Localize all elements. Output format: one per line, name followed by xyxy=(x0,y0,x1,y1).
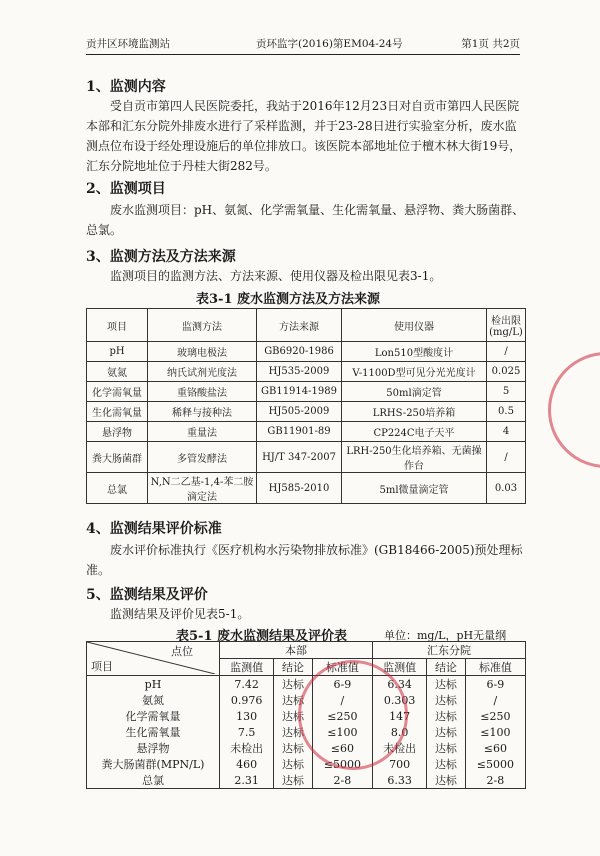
table-cell: / xyxy=(312,692,372,708)
table2-caption: 表5-1 废水监测结果及评价表 xyxy=(176,629,348,644)
header-org: 贡井区环境监测站 xyxy=(86,38,170,50)
table-cell: Lon510型酸度计 xyxy=(342,342,487,362)
table-cell: 6.33 xyxy=(372,772,426,789)
table-cell: ≤60 xyxy=(465,740,525,756)
table-cell: 2.31 xyxy=(220,772,274,789)
table-cell: HJ585-2010 xyxy=(257,473,342,504)
table-cell: 化学需氧量 xyxy=(87,708,220,724)
table-cell: 2-8 xyxy=(312,772,372,789)
table-cell: 6-9 xyxy=(312,676,372,693)
table-header: 检出限 (mg/L) xyxy=(487,309,526,342)
corner-top-label: 点位 xyxy=(171,645,193,658)
table-cell: 粪大肠菌群(MPN/L) xyxy=(87,756,220,772)
section-title-4: 4、监测结果评价标准 xyxy=(86,521,222,537)
table-cell: 达标 xyxy=(274,724,313,740)
edge-seal-stamp xyxy=(548,352,600,468)
table-cell: 7.42 xyxy=(220,676,274,693)
table-cell: 达标 xyxy=(274,756,313,772)
paragraph-4: 废水评价标准执行《医疗机构水污染物排放标准》(GB18466-2005)预处理标准。 xyxy=(86,543,523,577)
table-cell: 5 xyxy=(487,382,526,402)
table-cell: ≤5000 xyxy=(312,756,372,772)
table-cell: 达标 xyxy=(427,740,466,756)
official-seal-stamp xyxy=(298,660,408,770)
header-page: 第1页 共2页 xyxy=(461,38,520,50)
table-cell: / xyxy=(465,692,525,708)
table-cell: 0.976 xyxy=(220,692,274,708)
table-cell: 达标 xyxy=(427,692,466,708)
table-cell: 130 xyxy=(220,708,274,724)
table-cell: 7.5 xyxy=(220,724,274,740)
table-cell: 达标 xyxy=(274,708,313,724)
table-cell: 总氯 xyxy=(87,473,148,504)
table-cell: GB6920-1986 xyxy=(257,342,342,362)
table-row xyxy=(87,402,526,422)
table-cell: 纳氏试剂光度法 xyxy=(148,362,257,382)
table-cell: 8.0 xyxy=(372,724,426,740)
table-cell: / xyxy=(487,442,526,473)
header-doc-no: 贡环监字(2016)第EM04-24号 xyxy=(256,38,403,50)
table-header: 项目 xyxy=(87,309,148,342)
table-cell: 未检出 xyxy=(372,740,426,756)
table-cell: 4 xyxy=(487,422,526,442)
table-cell: 0.5 xyxy=(487,402,526,422)
group-header-branch: 汇东分院 xyxy=(372,642,525,659)
paragraph-3: 监测项目的监测方法、方法来源、使用仪器及检出限见表3-1。 xyxy=(110,269,442,283)
table-cell: 5ml微量滴定管 xyxy=(342,473,487,504)
table-header: 方法来源 xyxy=(257,309,342,342)
subheader: 标准值 xyxy=(465,659,525,676)
table-cell: 生化需氧量 xyxy=(87,402,148,422)
table-cell: GB11901-89 xyxy=(257,422,342,442)
subheader: 监测值 xyxy=(372,659,426,676)
table-cell: 0.03 xyxy=(487,473,526,504)
table-cell: ≤60 xyxy=(312,740,372,756)
table-cell: 悬浮物 xyxy=(87,422,148,442)
table-header-row xyxy=(87,309,526,342)
table-cell: 达标 xyxy=(427,772,466,789)
table-corner-cell xyxy=(87,642,220,676)
table-cell: 达标 xyxy=(274,772,313,789)
table-cell: ≤250 xyxy=(312,708,372,724)
table-cell: HJ/T 347-2007 xyxy=(257,442,342,473)
table-cell: 生化需氧量 xyxy=(87,724,220,740)
table-cell: 化学需氧量 xyxy=(87,382,148,402)
table-cell: 460 xyxy=(220,756,274,772)
table-cell: 重铬酸盐法 xyxy=(148,382,257,402)
table-cell: 重量法 xyxy=(148,422,257,442)
table1-caption: 表3-1 废水监测方法及方法来源 xyxy=(196,292,381,307)
table-row xyxy=(87,756,526,772)
table-cell: ≤100 xyxy=(312,724,372,740)
table-cell: 6-9 xyxy=(465,676,525,693)
table-cell: 达标 xyxy=(427,676,466,693)
method-table xyxy=(86,308,526,504)
table-row xyxy=(87,422,526,442)
table-cell: 0.303 xyxy=(372,692,426,708)
table-cell: 未检出 xyxy=(220,740,274,756)
table-cell: CP224C电子天平 xyxy=(342,422,487,442)
table-cell: V-1100D型可见分光光度计 xyxy=(342,362,487,382)
table-row xyxy=(87,342,526,362)
table-cell: LRHS-250培养箱 xyxy=(342,402,487,422)
table-cell: 总氯 xyxy=(87,772,220,789)
table-cell: 达标 xyxy=(427,756,466,772)
table-cell: 50ml滴定管 xyxy=(342,382,487,402)
table-cell: / xyxy=(487,342,526,362)
table-row xyxy=(87,473,526,504)
table-row xyxy=(87,382,526,402)
section-title-5: 5、监测结果及评价 xyxy=(86,587,208,603)
table-cell: 达标 xyxy=(427,708,466,724)
table-cell: 2-8 xyxy=(465,772,525,789)
table-cell: 氨氮 xyxy=(87,362,148,382)
table-cell: 多管发酵法 xyxy=(148,442,257,473)
table-cell: 达标 xyxy=(274,676,313,693)
table-cell: LRH-250生化培养箱、无菌操作台 xyxy=(342,442,487,473)
corner-bottom-label: 项目 xyxy=(91,660,113,673)
table-cell: pH xyxy=(87,676,220,693)
table-cell: 700 xyxy=(372,756,426,772)
table-cell: ≤100 xyxy=(465,724,525,740)
table-cell: 悬浮物 xyxy=(87,740,220,756)
table-header: 监测方法 xyxy=(148,309,257,342)
table-cell: ≤250 xyxy=(465,708,525,724)
table-row xyxy=(87,362,526,382)
table-cell: HJ535-2009 xyxy=(257,362,342,382)
subheader: 结论 xyxy=(427,659,466,676)
subheader: 结论 xyxy=(274,659,313,676)
page-header xyxy=(86,34,520,55)
table-cell: 粪大肠菌群 xyxy=(87,442,148,473)
table-cell: 达标 xyxy=(427,724,466,740)
table-cell: pH xyxy=(87,342,148,362)
section-title-2: 2、监测项目 xyxy=(86,181,166,197)
table-cell: N,N二乙基-1,4-苯二胺滴定法 xyxy=(148,473,257,504)
subheader: 监测值 xyxy=(220,659,274,676)
table-row xyxy=(87,442,526,473)
paragraph-2: 废水监测项目：pH、氨氮、化学需氧量、生化需氧量、悬浮物、粪大肠菌群、总氯。 xyxy=(86,203,525,237)
table-cell: GB11914-1989 xyxy=(257,382,342,402)
table-cell: 147 xyxy=(372,708,426,724)
table-cell: 达标 xyxy=(274,692,313,708)
paragraph-1: 受自贡市第四人民医院委托，我站于2016年12月23日对自贡市第四人民医院本部和汇东分院外排废水进行了采样监测，并于23-28日进行实验室分析，废水监测点位布设于经处理设施后的单位排放口。该医院本部地址位于檀木林大街19号，汇东分院地址位于丹桂大街282号。 xyxy=(86,99,522,173)
table-cell: ≤5000 xyxy=(465,756,525,772)
table-header-row xyxy=(87,642,526,659)
group-header-main: 本部 xyxy=(220,642,373,659)
section-title-3: 3、监测方法及方法来源 xyxy=(86,249,236,265)
table-cell: 6.34 xyxy=(372,676,426,693)
table-cell: 稀释与接种法 xyxy=(148,402,257,422)
table-cell: 氨氮 xyxy=(87,692,220,708)
table2-unit: 单位：mg/L，pH无量纲 xyxy=(384,629,507,642)
table-cell: HJ505-2009 xyxy=(257,402,342,422)
table-cell: 达标 xyxy=(274,740,313,756)
subheader: 标准值 xyxy=(312,659,372,676)
table-row xyxy=(87,772,526,789)
table-cell: 玻璃电极法 xyxy=(148,342,257,362)
section-title-1: 1、监测内容 xyxy=(86,79,166,95)
table-cell: 0.025 xyxy=(487,362,526,382)
paragraph-5: 监测结果及评价见表5-1。 xyxy=(110,607,250,621)
table-header: 使用仪器 xyxy=(342,309,487,342)
